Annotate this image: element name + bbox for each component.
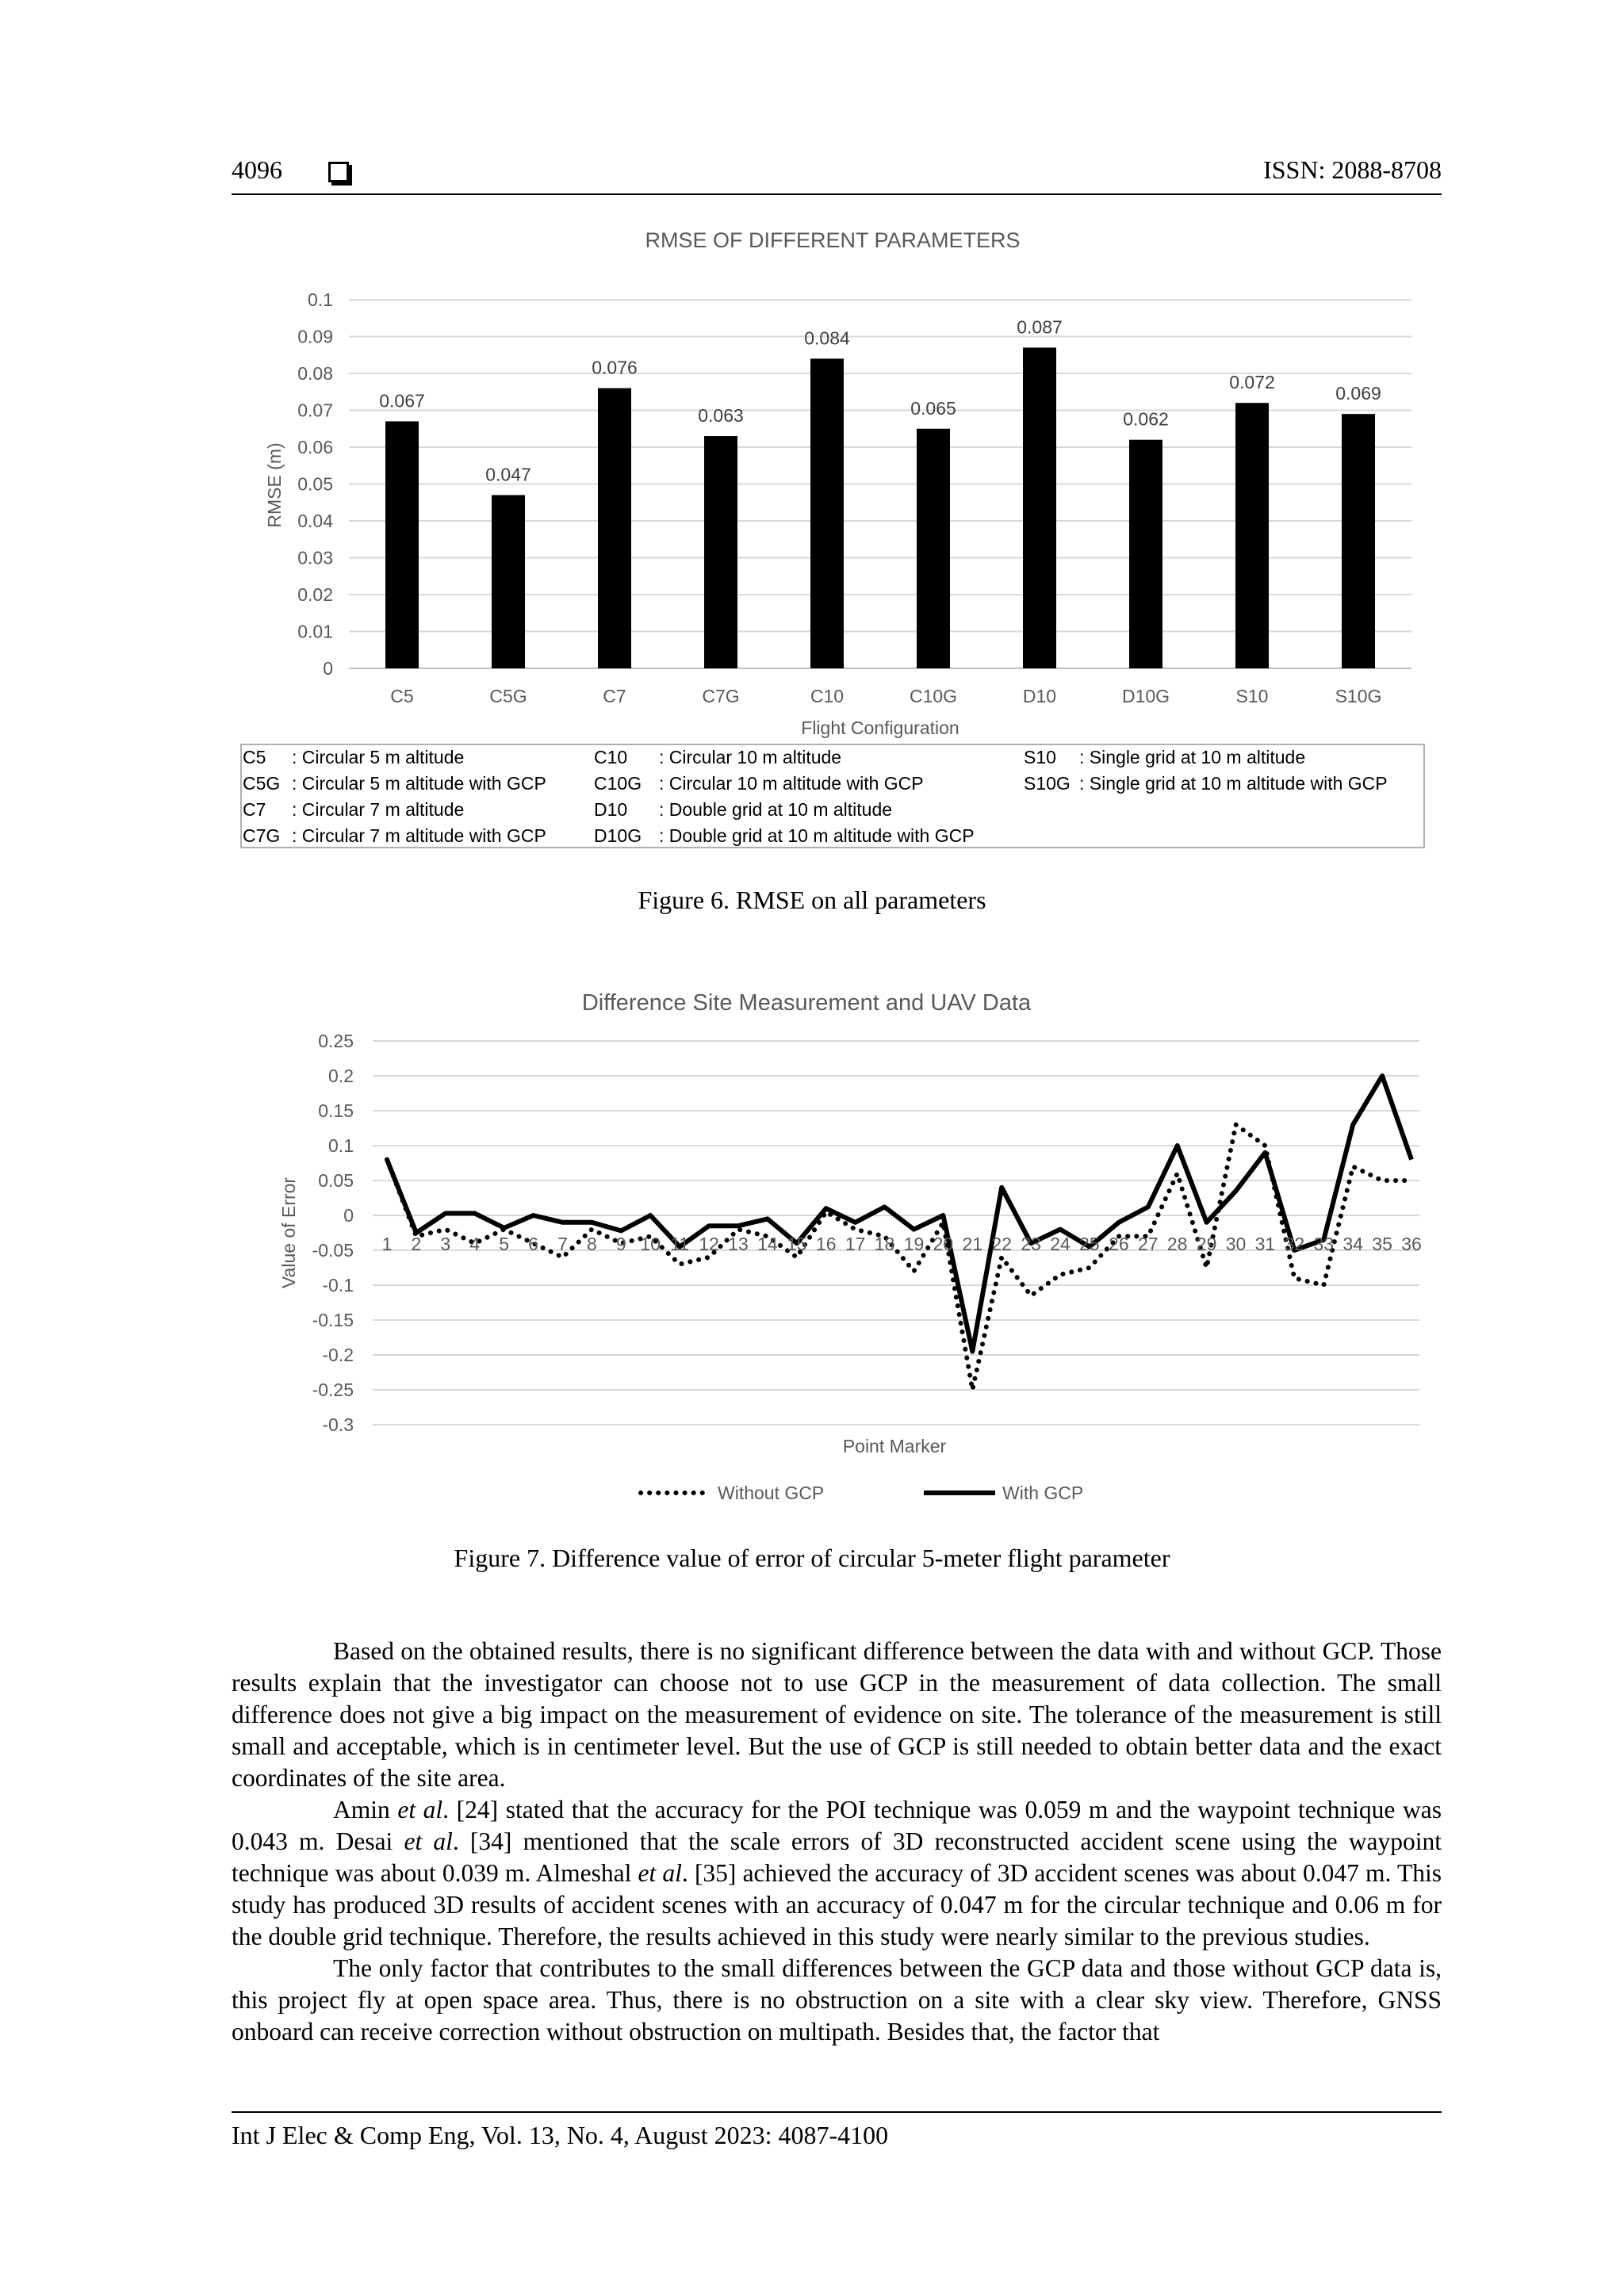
x-tick-label: 27 [1137,1234,1159,1254]
page-header [232,155,1442,195]
y-tick-label: -0.05 [312,1240,354,1261]
data-label: 0.067 [379,390,425,411]
text-run: . [24] stated that the accuracy for the POI technique was 0.059 m and the waypoint technique was 0.043 m. Desai [232,1796,1442,1855]
x-tick-label: 5 [499,1234,510,1254]
x-tick-label: 33 [1313,1234,1335,1254]
x-tick-label: 7 [557,1234,568,1254]
page-footer: Int J Elec & Comp Eng, Vol. 13, No. 4, August 2023: 4087-4100 [232,2111,1442,2150]
bar-c7 [598,388,631,668]
x-tick-label: 8 [587,1234,597,1254]
bar-s10g [1342,414,1375,668]
legend-code-c5g: C5G [243,773,281,794]
y-axis-label: Value of Error [278,1177,299,1289]
data-label: 0.076 [592,357,638,378]
y-tick-label: 0.1 [308,289,333,310]
body-text [232,1636,1442,2048]
x-tick-label: 19 [903,1234,925,1254]
bar-c10g [917,429,950,668]
x-tick-label: 17 [845,1234,866,1254]
legend-code-c10: C10 [594,747,628,767]
y-axis-label: RMSE (m) [264,442,285,528]
legend-code-c10g: C10G [594,773,642,794]
y-tick-label: 0.05 [318,1170,354,1191]
y-tick-label: -0.3 [322,1414,354,1435]
citation-et-al: et al [397,1796,443,1823]
x-tick-label: C7 [603,686,626,706]
x-tick-label: 30 [1225,1234,1247,1254]
x-tick-label: 31 [1254,1234,1276,1254]
legend-label-without-gcp: Without GCP [718,1483,825,1503]
configuration-legend-table [240,744,1425,848]
y-tick-label: 0.01 [297,621,333,642]
legend-desc-c5: : Circular 5 m altitude [292,747,465,767]
issn: ISSN: 2088-8708 [1263,155,1442,184]
legend-desc-c10g: : Circular 10 m altitude with GCP [659,773,924,794]
x-axis-label: Point Marker [842,1436,947,1456]
y-tick-label: 0.08 [297,363,333,384]
x-tick-label: 9 [615,1234,626,1254]
series-line-with-gcp [387,1076,1411,1352]
x-tick-label: 16 [815,1234,837,1254]
x-tick-label: 3 [440,1234,451,1254]
data-label: 0.065 [910,397,956,419]
y-tick-label: 0.06 [297,437,333,457]
y-tick-label: 0.09 [297,326,333,347]
x-tick-label: 24 [1050,1234,1071,1254]
bar-c10 [810,358,844,668]
x-tick-label: 29 [1196,1234,1217,1254]
x-tick-label: 35 [1372,1234,1392,1254]
y-tick-label: -0.2 [322,1345,354,1365]
x-tick-label: 13 [728,1234,749,1254]
y-tick-label: 0.02 [297,584,333,605]
x-tick-label: 12 [699,1234,719,1254]
data-label: 0.062 [1123,408,1169,430]
x-tick-label: S10 [1235,686,1269,706]
x-tick-label: 1 [381,1234,393,1254]
legend-desc-s10: : Single grid at 10 m altitude [1079,747,1306,767]
citation-et-al: et al [638,1859,682,1887]
legend-code-s10: S10 [1024,747,1056,767]
bar-c5g [492,495,525,668]
x-tick-label: D10G [1121,686,1170,706]
x-tick-label: 4 [469,1234,481,1254]
legend-code-d10: D10 [594,799,628,820]
text-run: Amin [333,1796,398,1823]
y-tick-label: 0.05 [297,473,333,495]
data-label: 0.084 [804,327,850,349]
bar-c5 [385,421,419,668]
paragraph-2 [232,1794,1442,1953]
text-run: . [35] achieved the accuracy of 3D accident scenes was about 0.047 m. This study has produced 3D results of accident scenes with an accuracy of 0.047 m for the circular technique and 0.06 m for the double grid technique. Therefore, the results achieved in this study were nearly similar to the previous studies. [232,1859,1442,1950]
y-tick-label: 0.1 [328,1135,354,1156]
data-label: 0.072 [1229,372,1275,393]
legend-desc-s10g: : Single grid at 10 m altitude with GCP [1079,773,1388,794]
legend-desc-c7g: : Circular 7 m altitude with GCP [292,825,546,846]
x-tick-label: 28 [1166,1234,1188,1254]
x-axis-label: Flight Configuration [801,718,959,738]
x-tick-label: 10 [640,1234,661,1254]
data-label: 0.063 [698,405,744,427]
y-tick-label: 0 [323,658,333,679]
x-tick-label: C10G [909,686,958,706]
y-tick-label: 0 [343,1205,354,1226]
bar-s10 [1235,403,1269,668]
figure-7-caption: Figure 7. Difference value of error of circular 5-meter flight parameter [454,1544,1170,1572]
bar-c7g [704,436,737,668]
legend-code-s10g: S10G [1024,773,1071,794]
x-tick-label: 22 [991,1234,1012,1254]
y-tick-label: -0.1 [322,1275,354,1295]
legend-desc-c5g: : Circular 5 m altitude with GCP [292,773,546,794]
bar-d10g [1129,440,1162,668]
x-tick-label: 21 [962,1234,983,1254]
x-tick-label: 6 [528,1234,538,1254]
data-label: 0.087 [1017,316,1063,338]
square-box-icon [328,162,349,182]
chart-title: Difference Site Measurement and UAV Data [581,990,1032,1016]
legend-code-c5: C5 [243,747,266,767]
x-tick-label: 18 [874,1234,895,1254]
legend-code-c7: C7 [243,799,266,820]
legend-code-d10g: D10G [594,825,642,846]
x-tick-label: 15 [787,1234,807,1254]
x-tick-label: D10 [1022,686,1057,706]
page-number: 4096 [232,155,282,184]
x-tick-label: 20 [933,1234,954,1254]
x-tick-label: S10G [1335,686,1382,706]
text-run: . [34] mentioned that the scale errors of 3D reconstructed accident scene using the waypoint technique was about 0.039 m. Almeshal [232,1827,1442,1887]
x-tick-label: 32 [1284,1234,1305,1254]
figure-6-caption: Figure 6. RMSE on all parameters [638,886,986,914]
legend-desc-c10: : Circular 10 m altitude [659,747,842,767]
legend-label-with-gcp: With GCP [1002,1483,1084,1503]
citation-et-al: et al [404,1827,453,1855]
error-line-chart [0,975,1624,1530]
paragraph-3: The only factor that contributes to the small differences between the GCP data and those without GCP data is, this project fly at open space area. Thus, there is no obstruction on a site with a clear sky view. Therefore, GNSS onboard can receive correction without obstruction on multipath. Besides that, the factor that [232,1954,1442,2045]
legend-code-c7g: C7G [243,825,281,846]
x-tick-label: 23 [1021,1234,1041,1254]
rmse-bar-chart [0,214,1624,745]
x-tick-label: C7G [702,686,740,706]
data-label: 0.047 [485,464,531,485]
x-tick-label: 34 [1342,1234,1363,1254]
legend-desc-d10g: : Double grid at 10 m altitude with GCP [659,825,975,846]
x-tick-label: C10 [810,686,845,706]
x-tick-label: 2 [411,1234,422,1254]
bar-d10 [1023,347,1056,668]
x-tick-label: C5G [489,686,527,706]
x-tick-label: 26 [1109,1234,1129,1254]
x-tick-label: 11 [670,1234,690,1254]
paragraph-1: Based on the obtained results, there is no significant difference between the data with and without GCP. Those results explain that the investigator can choose not to use GCP in the measurement of data collection. The small difference does not give a big impact on the measurement of evidence on site. The tolerance of the measurement is still small and acceptable, which is in centimeter level. But the use of GCP is still needed to obtain better data and the exact coordinates of the site area. [232,1637,1442,1792]
x-tick-label: 36 [1401,1234,1422,1254]
y-tick-label: 0.2 [328,1066,354,1086]
data-label: 0.069 [1335,383,1381,404]
y-tick-label: 0.25 [318,1031,354,1051]
y-tick-label: -0.15 [312,1310,354,1330]
x-tick-label: 25 [1079,1234,1100,1254]
chart-title: RMSE OF DIFFERENT PARAMETERS [645,228,1021,252]
y-tick-label: 0.07 [297,400,333,421]
x-tick-label: 14 [757,1234,778,1254]
y-tick-label: -0.25 [312,1380,354,1400]
legend-desc-c7: : Circular 7 m altitude [292,799,465,820]
y-tick-label: 0.15 [318,1100,354,1121]
y-tick-label: 0.04 [297,511,333,531]
y-tick-label: 0.03 [297,547,333,568]
x-tick-label: C5 [390,686,414,706]
legend-desc-d10: : Double grid at 10 m altitude [659,799,893,820]
